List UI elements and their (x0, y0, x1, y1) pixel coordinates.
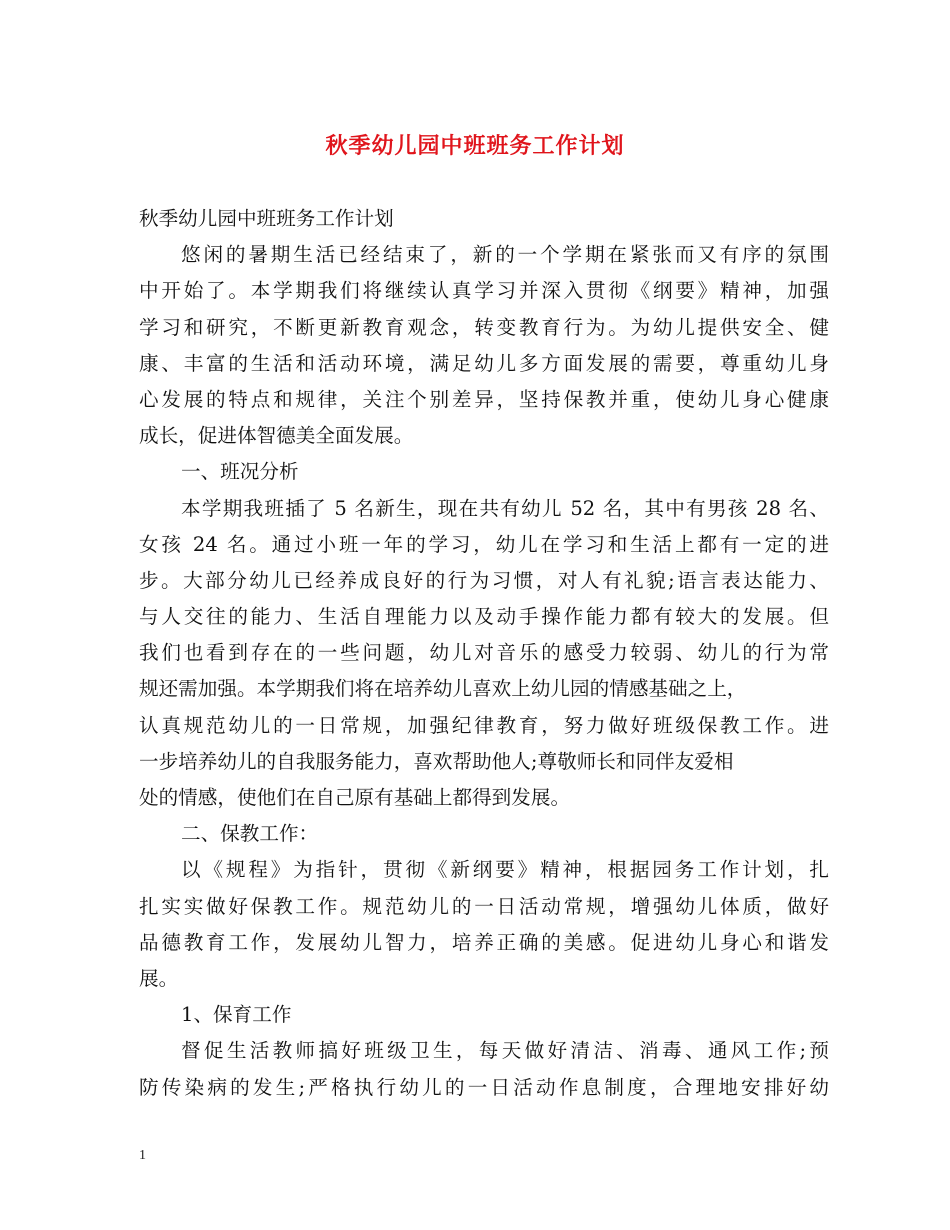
paragraph-line: 处的情感，使他们在自己原有基础上都得到发展。 (139, 786, 571, 809)
document-title: 秋季幼儿园中班班务工作计划 (325, 133, 625, 159)
page-number: 1 (139, 1148, 146, 1163)
subtitle-line: 秋季幼儿园中班班务工作计划 (139, 207, 394, 230)
section-heading: 二、保教工作： (181, 822, 319, 846)
subsection-heading: 1、保育工作 (181, 1003, 292, 1027)
paragraph-line: 悠闲的暑期生活已经结束了，新的一个学期在紧张而又有序的氛围 (181, 243, 829, 267)
paragraph-line: 步。大部分幼儿已经养成良好的行为习惯，对人有礼貌;语言表达能力、 (139, 568, 829, 592)
paragraph-line: 与人交往的能力、生活自理能力以及动手操作能力都有较大的发展。但 (139, 605, 829, 629)
paragraph-line: 康、丰富的生活和活动环境，满足幼儿多方面发展的需要，尊重幼儿身 (139, 351, 829, 375)
paragraph-line: 认真规范幼儿的一日常规，加强纪律教育，努力做好班级保教工作。进 (139, 713, 829, 737)
paragraph-line: 一步培养幼儿的自我服务能力，喜欢帮助他人;尊敬师长和同伴友爱相 (139, 749, 734, 773)
paragraph-line: 以《规程》为指针，贯彻《新纲要》精神，根据园务工作计划，扎 (181, 858, 829, 882)
section-heading: 一、班况分析 (181, 460, 299, 484)
paragraph-line: 防传染病的发生;严格执行幼儿的一日活动作息制度，合理地安排好幼 (139, 1075, 829, 1099)
document-body (139, 201, 829, 1106)
paragraph-line: 女孩 24 名。通过小班一年的学习，幼儿在学习和生活上都有一定的进 (139, 532, 829, 556)
paragraph-line: 督促生活教师搞好班级卫生，每天做好清洁、消毒、通风工作;预 (181, 1039, 829, 1063)
paragraph-line: 成长，促进体智德美全面发展。 (139, 424, 414, 448)
paragraph-line: 规还需加强。本学期我们将在培养幼儿喜欢上幼儿园的情感基础之上， (139, 677, 747, 701)
paragraph-line: 学习和研究，不断更新教育观念，转变教育行为。为幼儿提供安全、健 (139, 315, 829, 339)
paragraph-line: 扎实实做好保教工作。规范幼儿的一日活动常规，增强幼儿体质，做好 (139, 894, 829, 918)
paragraph-line: 展。 (139, 966, 179, 990)
paragraph-line: 中开始了。本学期我们将继续认真学习并深入贯彻《纲要》精神，加强 (139, 279, 829, 303)
paragraph-line: 品德教育工作，发展幼儿智力，培养正确的美感。促进幼儿身心和谐发 (139, 930, 829, 954)
paragraph-line: 我们也看到存在的一些问题，幼儿对音乐的感受力较弱、幼儿的行为常 (139, 641, 829, 665)
paragraph-line: 本学期我班插了 5 名新生，现在共有幼儿 52 名，其中有男孩 28 名、 (181, 496, 829, 520)
paragraph-line: 心发展的特点和规律，关注个别差异，坚持保教并重，使幼儿身心健康 (139, 387, 829, 411)
